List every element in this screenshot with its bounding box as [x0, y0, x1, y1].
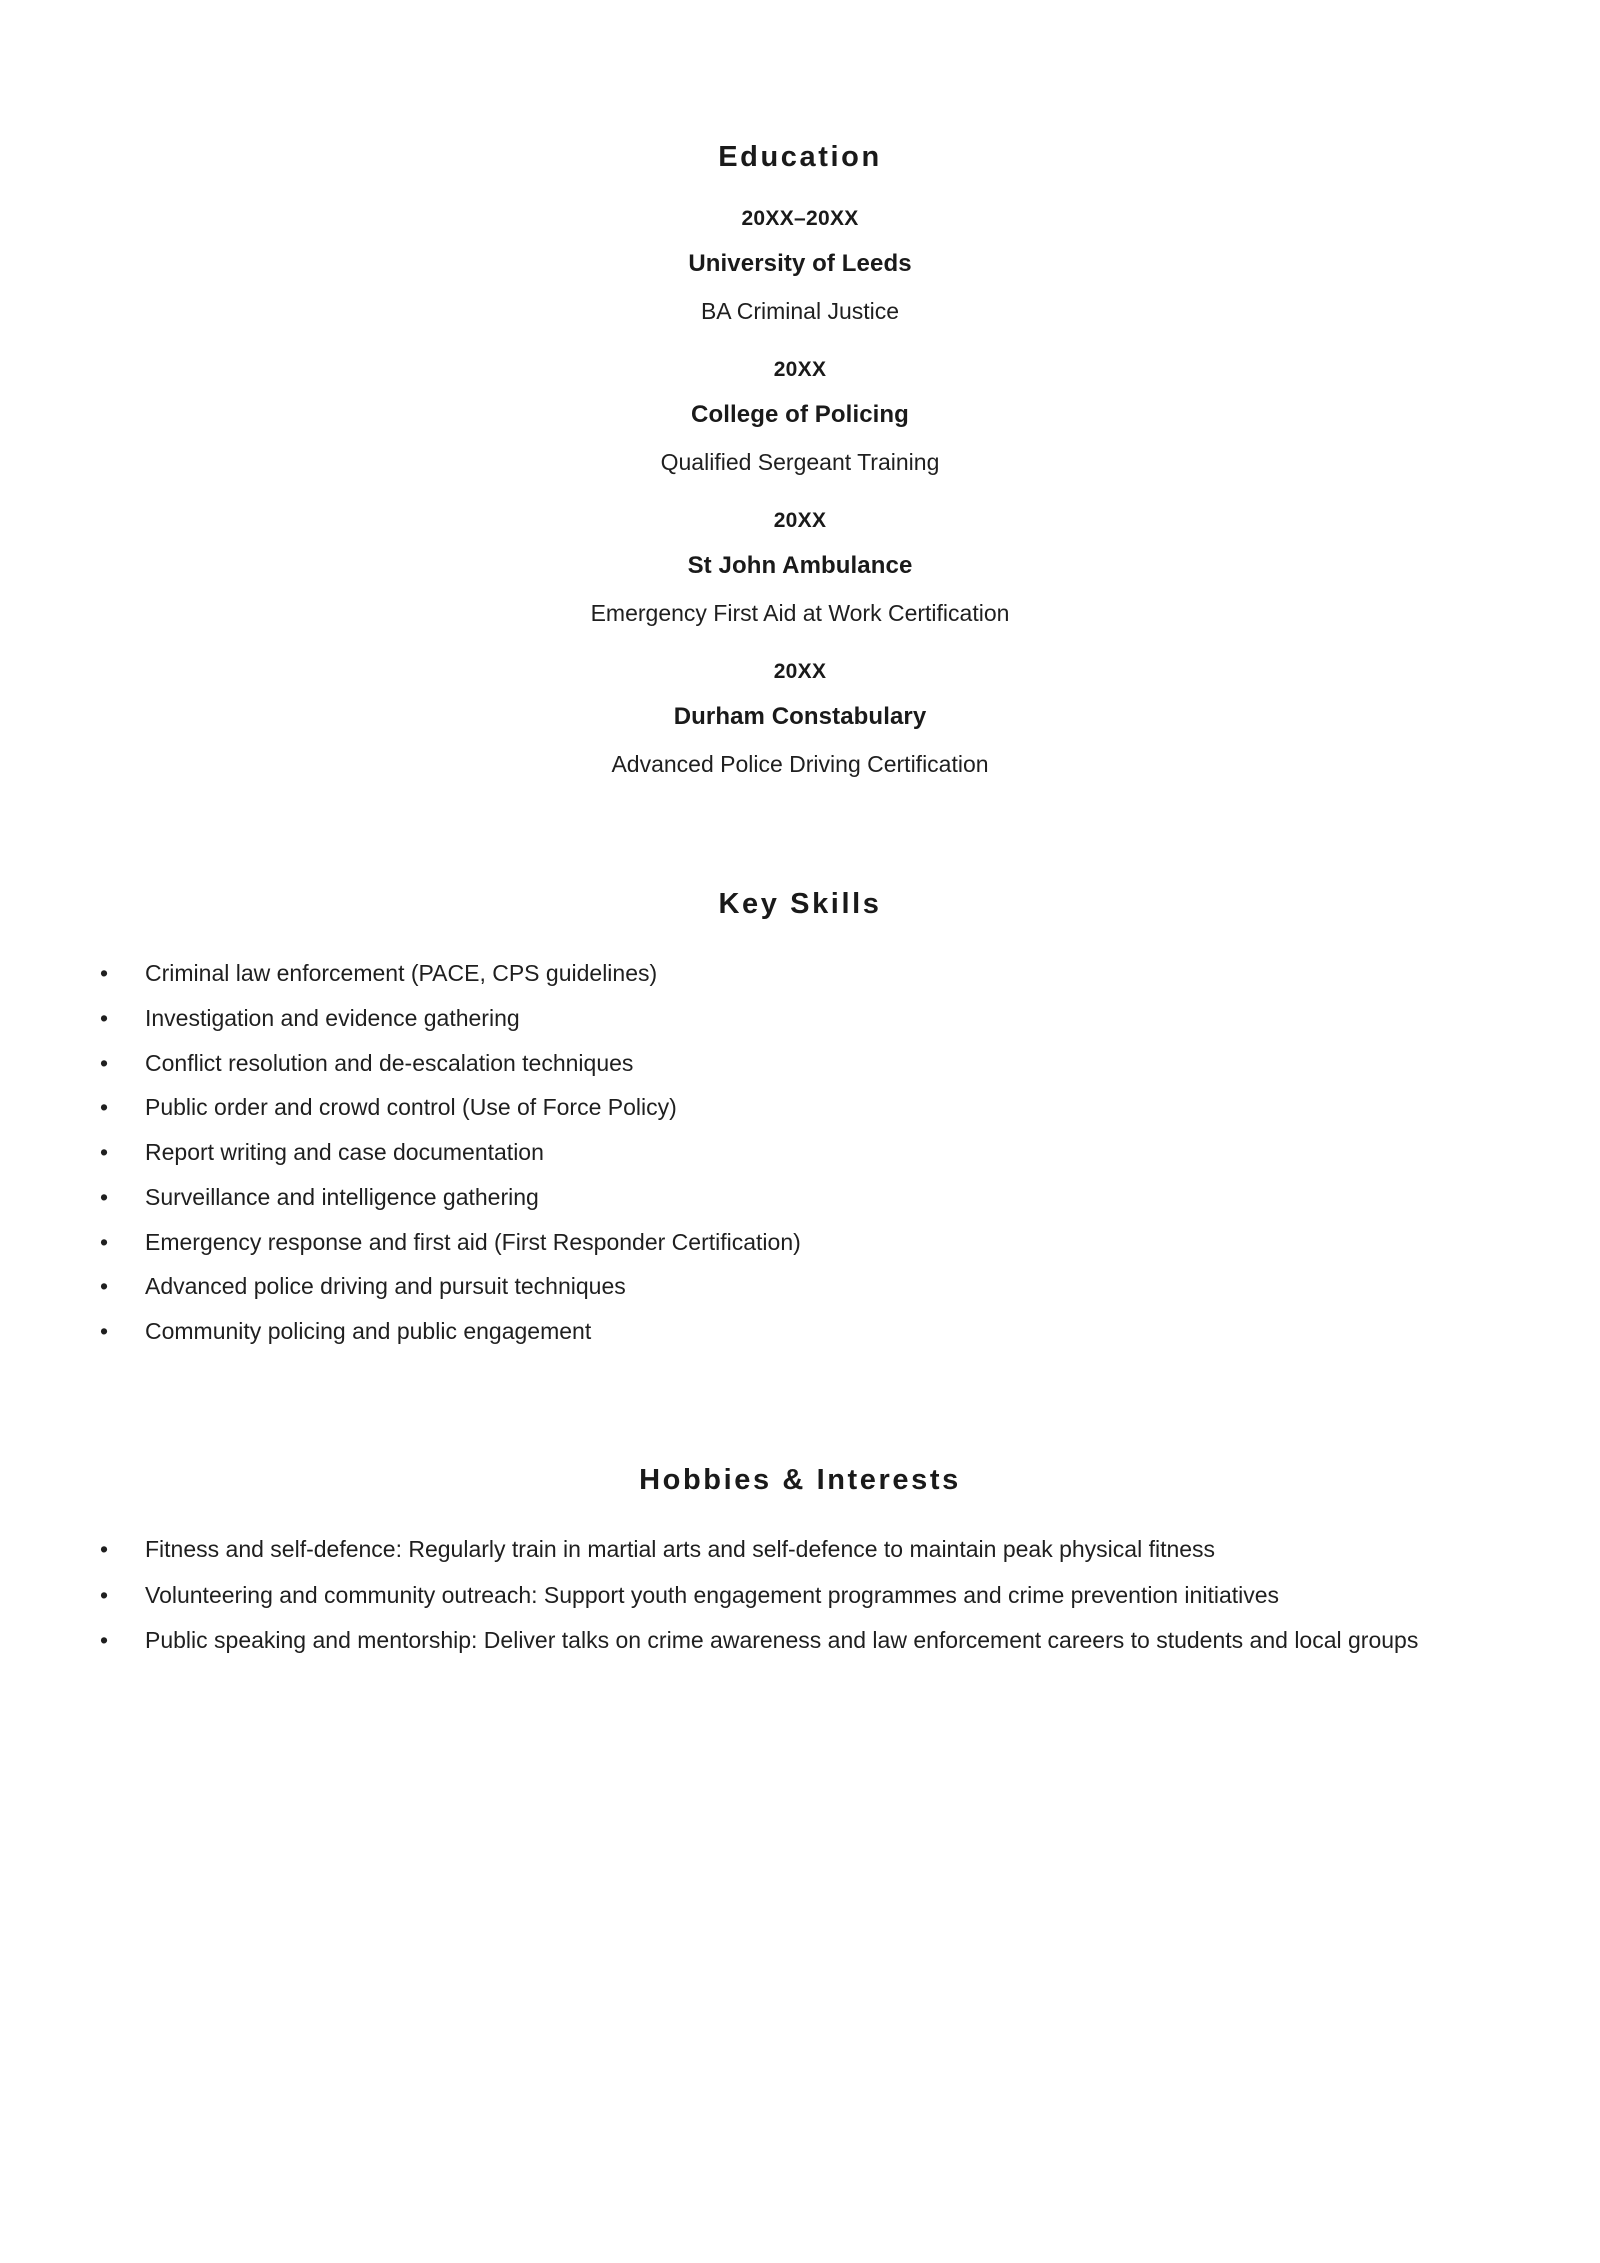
key-skill-item-text: Emergency response and first aid (First Responder Certification) — [145, 1228, 801, 1255]
education-entry — [0, 208, 1600, 323]
key-skills-section-heading: Key Skills — [718, 888, 882, 921]
education-entry — [0, 661, 1600, 776]
education-section-heading: Education — [718, 141, 882, 174]
bullet-icon: • — [100, 1627, 109, 1654]
key-skill-item-text: Public order and crowd control (Use of Force Policy) — [145, 1094, 677, 1121]
education-qualification: Advanced Police Driving Certification — [611, 751, 989, 778]
key-skill-item — [0, 1182, 1600, 1214]
key-skill-item-text: Criminal law enforcement (PACE, CPS guidelines) — [145, 960, 658, 987]
key-skill-item — [0, 1227, 1600, 1259]
key-skill-item — [0, 1316, 1600, 1348]
education-dates: 20XX — [773, 660, 827, 684]
education-institution: College of Policing — [691, 401, 909, 429]
hobby-item-text: Volunteering and community outreach: Support youth engagement programmes and crime prevention initiatives — [145, 1581, 1280, 1608]
key-skill-item — [0, 1271, 1600, 1303]
key-skill-item — [0, 1048, 1600, 1080]
education-qualification: BA Criminal Justice — [700, 298, 900, 325]
education-institution: St John Ambulance — [687, 552, 913, 580]
education-institution: Durham Constabulary — [673, 703, 927, 731]
education-entry — [0, 359, 1600, 474]
education-qualification: Emergency First Aid at Work Certification — [590, 600, 1010, 627]
education-qualification: Qualified Sergeant Training — [660, 449, 940, 476]
bullet-icon: • — [100, 1183, 109, 1210]
hobbies-interests-list — [0, 1534, 1600, 1657]
bullet-icon: • — [100, 960, 109, 987]
hobby-item-text: Fitness and self-defence: Regularly train in martial arts and self-defence to maintain peak physical fitness — [145, 1535, 1216, 1562]
key-skill-item — [0, 1137, 1600, 1169]
hobby-item — [0, 1580, 1600, 1612]
key-skill-item-text: Report writing and case documentation — [145, 1139, 544, 1166]
education-list — [0, 208, 1600, 776]
education-institution: University of Leeds — [688, 250, 912, 278]
education-entry — [0, 510, 1600, 625]
hobbies-section-heading: Hobbies & Interests — [639, 1463, 961, 1496]
hobby-item-text: Public speaking and mentorship: Deliver talks on crime awareness and law enforcement careers to students and local groups — [145, 1627, 1419, 1654]
key-skill-item — [0, 958, 1600, 990]
key-skill-item-text: Advanced police driving and pursuit techniques — [145, 1273, 626, 1300]
education-dates: 20XX — [773, 358, 827, 382]
bullet-icon: • — [100, 1273, 109, 1300]
bullet-icon: • — [100, 1004, 109, 1031]
bullet-icon: • — [100, 1049, 109, 1076]
bullet-icon: • — [100, 1139, 109, 1166]
hobby-item — [0, 1534, 1600, 1566]
bullet-icon: • — [100, 1228, 109, 1255]
hobby-item — [0, 1625, 1600, 1657]
bullet-icon: • — [100, 1535, 109, 1562]
key-skill-item-text: Conflict resolution and de-escalation techniques — [145, 1049, 634, 1076]
key-skills-list — [0, 958, 1600, 1348]
bullet-icon: • — [100, 1318, 109, 1344]
key-skill-item-text: Investigation and evidence gathering — [145, 1004, 520, 1031]
key-skill-item — [0, 1092, 1600, 1124]
bullet-icon: • — [100, 1094, 109, 1121]
key-skill-item-text: Surveillance and intelligence gathering — [145, 1183, 539, 1210]
education-dates: 20XX–20XX — [741, 207, 859, 231]
education-dates: 20XX — [773, 509, 827, 533]
key-skill-item-text: Community policing and public engagement — [145, 1318, 592, 1344]
bullet-icon: • — [100, 1581, 109, 1608]
key-skill-item — [0, 1003, 1600, 1035]
